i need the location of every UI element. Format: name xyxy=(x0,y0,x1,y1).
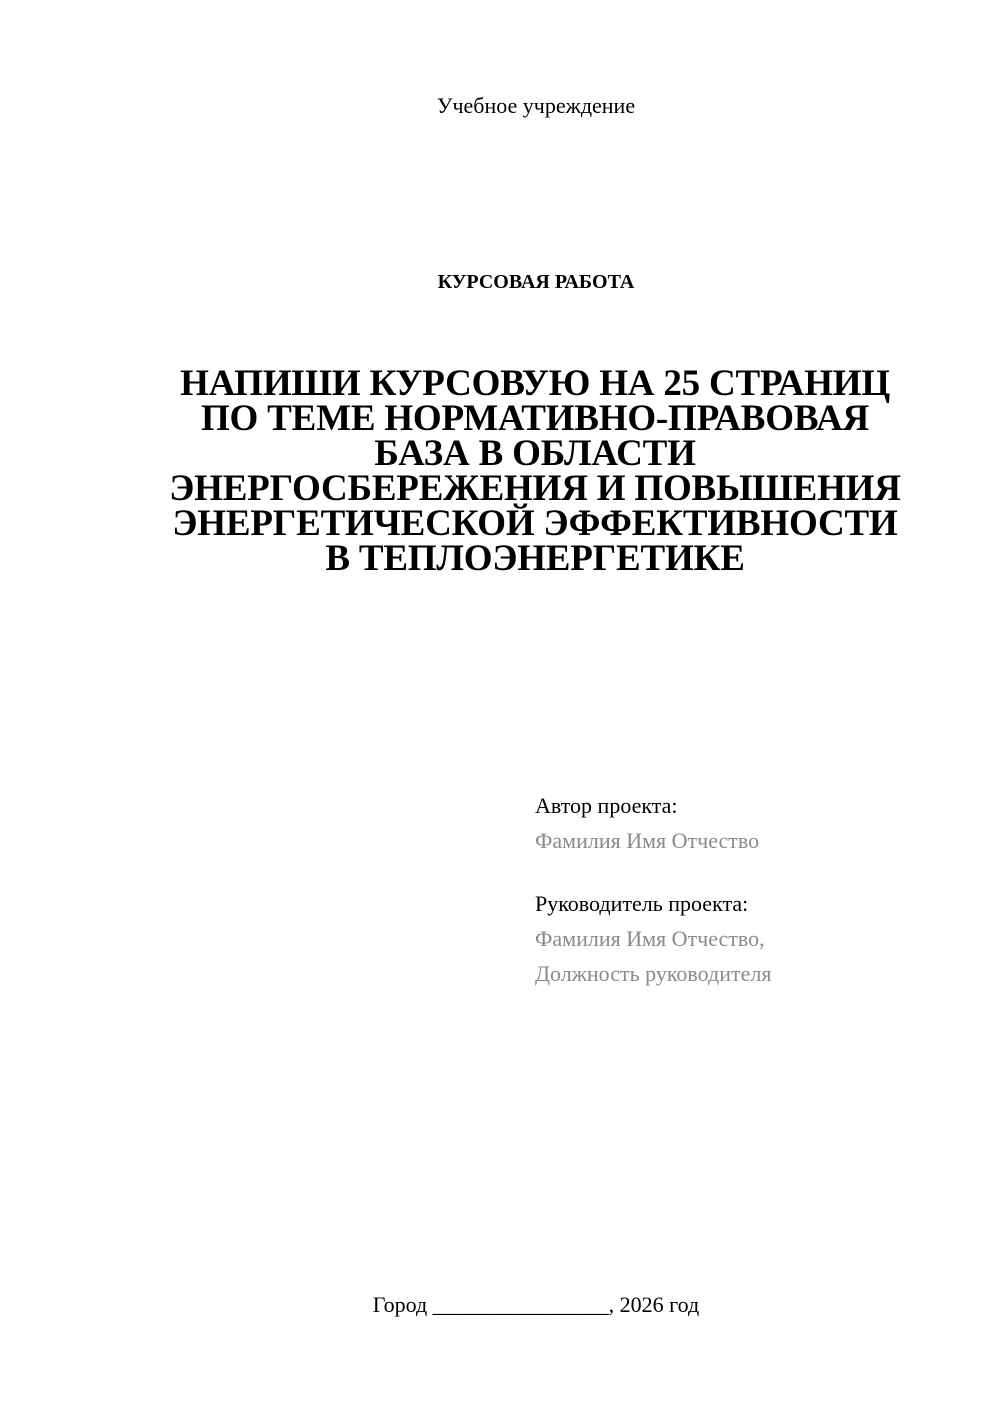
institution-name: Учебное учреждение xyxy=(436,93,636,118)
work-title-line: ЭНЕРГОСБЕРЕЖЕНИЯ И ПОВЫШЕНИЯ xyxy=(169,468,901,509)
supervisor-label: Руководитель проекта: xyxy=(535,891,749,916)
work-title-line: В ТЕПЛОЭНЕРГЕТИКЕ xyxy=(325,538,745,579)
supervisor-name: Фамилия Имя Отчество, xyxy=(535,926,765,951)
credits-spacer xyxy=(535,858,965,886)
author-label: Автор проекта: xyxy=(535,793,678,818)
work-title-line: ЭНЕРГЕТИЧЕСКОЙ ЭФФЕКТИВНОСТИ xyxy=(172,503,898,544)
work-title-line: ПО ТЕМЕ НОРМАТИВНО-ПРАВОВАЯ xyxy=(200,398,870,439)
work-title-line: БАЗА В ОБЛАСТИ xyxy=(374,433,696,474)
city-year-line: Город ________________, 2026 год xyxy=(372,1292,700,1317)
document-type: КУРСОВАЯ РАБОТА xyxy=(437,271,635,293)
credits-block xyxy=(535,788,965,991)
work-title-line: НАПИШИ КУРСОВУЮ НА 25 СТРАНИЦ xyxy=(180,363,890,404)
supervisor-position: Должность руководителя xyxy=(535,961,772,986)
work-title xyxy=(150,363,920,579)
author-name: Фамилия Имя Отчество xyxy=(535,828,760,853)
